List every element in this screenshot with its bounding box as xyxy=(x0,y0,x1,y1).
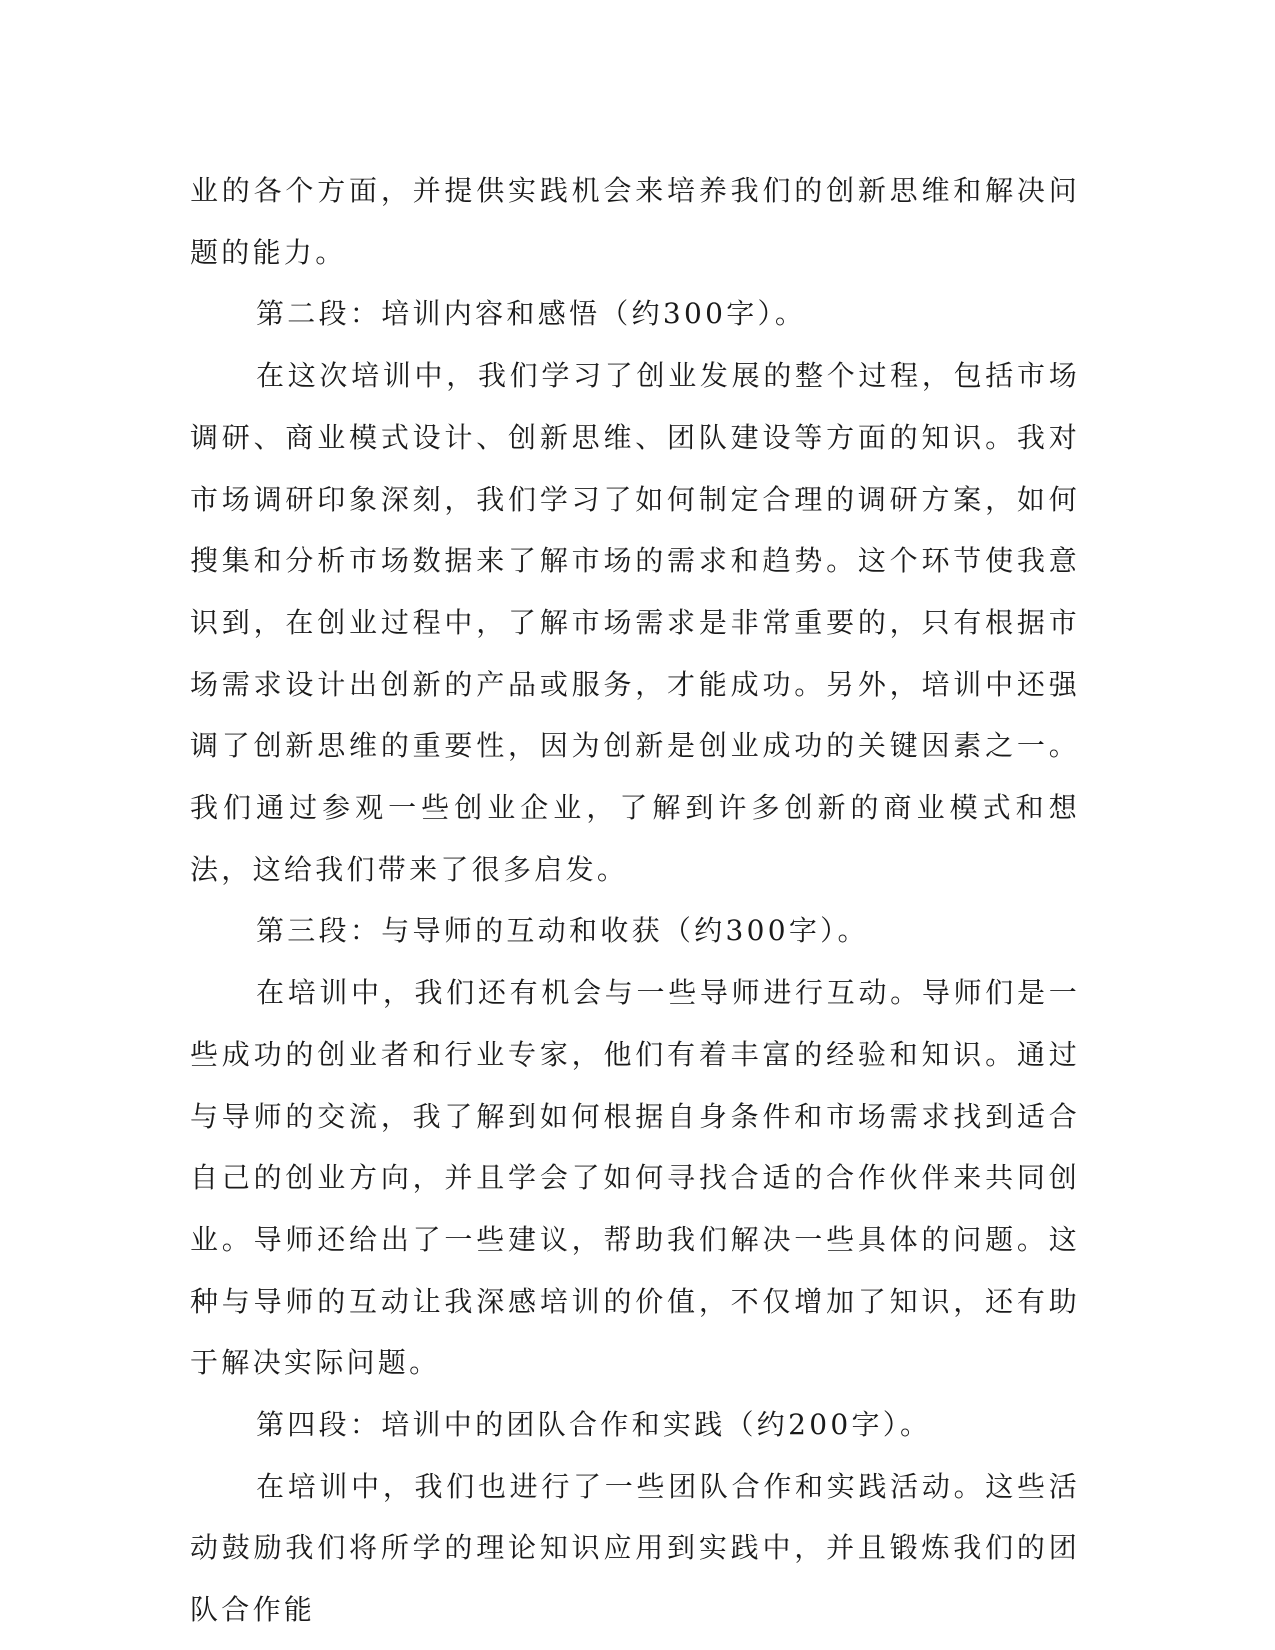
section-heading-4: 第四段：培训中的团队合作和实践（约200字）。 xyxy=(256,1408,932,1442)
paragraph-training-content: 在这次培训中，我们学习了创业发展的整个过程，包括市场调研、商业模式设计、创新思维、团队建设等方面的知识。我对市场调研印象深刻，我们学习了如何制定合理的调研方案，如何搜集和分析市场数据来了解市场的需求和趋势。这个环节使我意识到，在创业过程中，了解市场需求是非常重要的，只有根据市场需求设计出创新的产品或服务，才能成功。另外，培训中还强调了创新思维的重要性，因为创新是创业成功的关键因素之一。我们通过参观一些创业企业，了解到许多创新的商业模式和想法，这给我们带来了很多启发。 xyxy=(190,359,1080,886)
paragraph-teamwork-practice: 在培训中，我们也进行了一些团队合作和实践活动。这些活动鼓励我们将所学的理论知识应用到实践中，并且锻炼我们的团队合作能 xyxy=(190,1469,1080,1627)
section-heading-3: 第三段：与导师的互动和收获（约300字）。 xyxy=(256,914,869,948)
section-heading-2: 第二段：培训内容和感悟（约300字）。 xyxy=(256,297,807,331)
paragraph-continued: 业的各个方面，并提供实践机会来培养我们的创新思维和解决问题的能力。 xyxy=(190,174,1080,269)
document-body xyxy=(190,160,1080,1641)
paragraph-mentor-interaction: 在培训中，我们还有机会与一些导师进行互动。导师们是一些成功的创业者和行业专家，他们有着丰富的经验和知识。通过与导师的交流，我了解到如何根据自身条件和市场需求找到适合自己的创业方向，并且学会了如何寻找合适的合作伙伴来共同创业。导师还给出了一些建议，帮助我们解决一些具体的问题。这种与导师的互动让我深感培训的价值，不仅增加了知识，还有助于解决实际问题。 xyxy=(190,976,1080,1380)
